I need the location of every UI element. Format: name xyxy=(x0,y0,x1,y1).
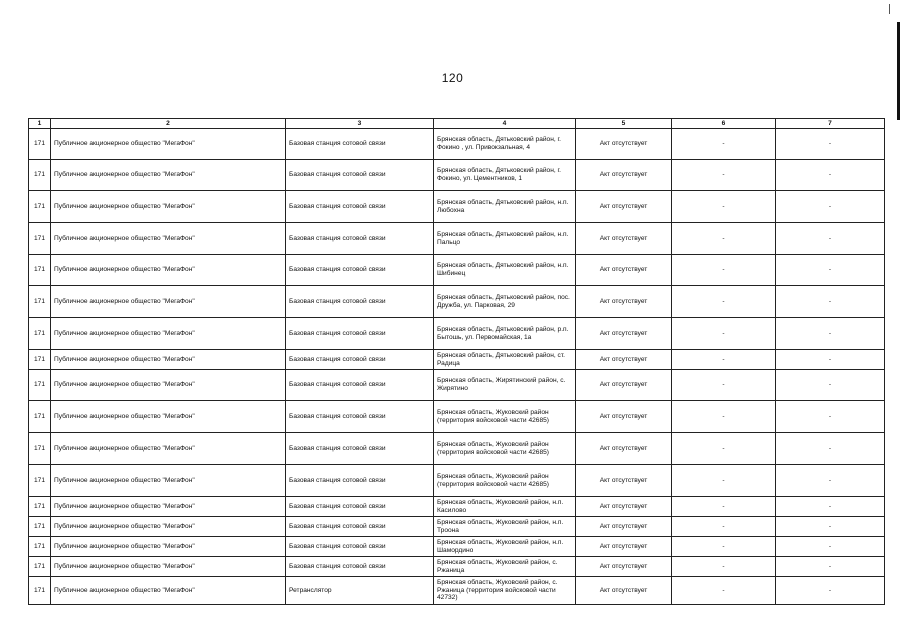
object-type: Базовая станция сотовой связи xyxy=(286,286,434,318)
column-7-value: - xyxy=(776,286,885,318)
object-type: Базовая станция сотовой связи xyxy=(286,433,434,465)
row-number: 171 xyxy=(29,497,51,517)
act-status: Акт отсутствует xyxy=(576,129,672,160)
table-row xyxy=(29,465,885,497)
row-number: 171 xyxy=(29,401,51,433)
row-number: 171 xyxy=(29,577,51,605)
object-type: Базовая станция сотовой связи xyxy=(286,557,434,577)
object-type: Базовая станция сотовой связи xyxy=(286,517,434,537)
scan-edge-line xyxy=(897,22,900,120)
organization-name: Публичное акционерное общество "МегаФон" xyxy=(51,537,286,557)
object-type: Ретранслятор xyxy=(286,577,434,605)
column-6-value: - xyxy=(672,318,776,350)
object-address: Брянская область, Жуковский район, н.п. Троона xyxy=(434,517,576,537)
row-number: 171 xyxy=(29,255,51,286)
object-address: Брянская область, Дятьковский район, г. Фокино , ул. Привокзальная, 4 xyxy=(434,129,576,160)
table-row xyxy=(29,255,885,286)
row-number: 171 xyxy=(29,191,51,223)
row-number: 171 xyxy=(29,433,51,465)
column-7-value: - xyxy=(776,465,885,497)
column-header: 4 xyxy=(434,119,576,129)
object-type: Базовая станция сотовой связи xyxy=(286,223,434,255)
column-6-value: - xyxy=(672,223,776,255)
registry-table xyxy=(28,118,885,605)
table-row xyxy=(29,401,885,433)
row-number: 171 xyxy=(29,223,51,255)
table-body xyxy=(29,129,885,605)
row-number: 171 xyxy=(29,129,51,160)
object-address: Брянская область, Жуковский район, с. Ржаница xyxy=(434,557,576,577)
object-type: Базовая станция сотовой связи xyxy=(286,318,434,350)
column-header: 3 xyxy=(286,119,434,129)
act-status: Акт отсутствует xyxy=(576,370,672,401)
act-status: Акт отсутствует xyxy=(576,255,672,286)
object-address: Брянская область, Жуковский район, с. Ржаница (территория войсковой части 42732) xyxy=(434,577,576,605)
act-status: Акт отсутствует xyxy=(576,497,672,517)
organization-name: Публичное акционерное общество "МегаФон" xyxy=(51,465,286,497)
object-type: Базовая станция сотовой связи xyxy=(286,465,434,497)
object-type: Базовая станция сотовой связи xyxy=(286,160,434,191)
column-6-value: - xyxy=(672,537,776,557)
table-row xyxy=(29,160,885,191)
column-6-value: - xyxy=(672,160,776,191)
table-row xyxy=(29,433,885,465)
table-row xyxy=(29,223,885,255)
table-row xyxy=(29,557,885,577)
object-address: Брянская область, Жуковский район (территория войсковой части 42685) xyxy=(434,465,576,497)
column-6-value: - xyxy=(672,191,776,223)
row-number: 171 xyxy=(29,465,51,497)
column-6-value: - xyxy=(672,465,776,497)
row-number: 171 xyxy=(29,370,51,401)
organization-name: Публичное акционерное общество "МегаФон" xyxy=(51,557,286,577)
column-header: 6 xyxy=(672,119,776,129)
object-type: Базовая станция сотовой связи xyxy=(286,350,434,370)
act-status: Акт отсутствует xyxy=(576,160,672,191)
act-status: Акт отсутствует xyxy=(576,433,672,465)
organization-name: Публичное акционерное общество "МегаФон" xyxy=(51,286,286,318)
header-row xyxy=(29,119,885,129)
column-header: 7 xyxy=(776,119,885,129)
table-row xyxy=(29,577,885,605)
act-status: Акт отсутствует xyxy=(576,401,672,433)
organization-name: Публичное акционерное общество "МегаФон" xyxy=(51,497,286,517)
column-7-value: - xyxy=(776,318,885,350)
column-7-value: - xyxy=(776,191,885,223)
act-status: Акт отсутствует xyxy=(576,557,672,577)
organization-name: Публичное акционерное общество "МегаФон" xyxy=(51,433,286,465)
act-status: Акт отсутствует xyxy=(576,465,672,497)
column-6-value: - xyxy=(672,350,776,370)
object-type: Базовая станция сотовой связи xyxy=(286,537,434,557)
object-address: Брянская область, Жуковский район, н.п. Шамордино xyxy=(434,537,576,557)
scan-edge-tick xyxy=(889,4,890,14)
column-7-value: - xyxy=(776,401,885,433)
column-6-value: - xyxy=(672,370,776,401)
row-number: 171 xyxy=(29,537,51,557)
column-header: 5 xyxy=(576,119,672,129)
column-7-value: - xyxy=(776,517,885,537)
table-row xyxy=(29,537,885,557)
row-number: 171 xyxy=(29,350,51,370)
column-7-value: - xyxy=(776,537,885,557)
column-6-value: - xyxy=(672,497,776,517)
column-6-value: - xyxy=(672,129,776,160)
column-7-value: - xyxy=(776,370,885,401)
row-number: 171 xyxy=(29,286,51,318)
column-7-value: - xyxy=(776,160,885,191)
table-row xyxy=(29,286,885,318)
column-header: 2 xyxy=(51,119,286,129)
column-6-value: - xyxy=(672,557,776,577)
object-address: Брянская область, Жирятинский район, с. Жирятино xyxy=(434,370,576,401)
row-number: 171 xyxy=(29,318,51,350)
column-7-value: - xyxy=(776,497,885,517)
column-7-value: - xyxy=(776,223,885,255)
act-status: Акт отсутствует xyxy=(576,318,672,350)
row-number: 171 xyxy=(29,517,51,537)
object-type: Базовая станция сотовой связи xyxy=(286,401,434,433)
organization-name: Публичное акционерное общество "МегаФон" xyxy=(51,191,286,223)
act-status: Акт отсутствует xyxy=(576,577,672,605)
object-address: Брянская область, Дятьковский район, н.п. Шибинец xyxy=(434,255,576,286)
object-address: Брянская область, Дятьковский район, г. Фокино, ул. Цементников, 1 xyxy=(434,160,576,191)
object-address: Брянская область, Дятьковский район, пос. Дружба, ул. Парковая, 29 xyxy=(434,286,576,318)
act-status: Акт отсутствует xyxy=(576,223,672,255)
organization-name: Публичное акционерное общество "МегаФон" xyxy=(51,160,286,191)
object-address: Брянская область, Дятьковский район, р.п. Бытошь, ул. Первомайская, 1а xyxy=(434,318,576,350)
object-address: Брянская область, Жуковский район (территория войсковой части 42685) xyxy=(434,433,576,465)
table-row xyxy=(29,318,885,350)
column-6-value: - xyxy=(672,517,776,537)
table-row xyxy=(29,191,885,223)
object-address: Брянская область, Дятьковский район, н.п. Любохна xyxy=(434,191,576,223)
object-address: Брянская область, Дятьковский район, ст. Радица xyxy=(434,350,576,370)
page-number: 120 xyxy=(441,71,464,85)
organization-name: Публичное акционерное общество "МегаФон" xyxy=(51,370,286,401)
column-6-value: - xyxy=(672,577,776,605)
column-6-value: - xyxy=(672,286,776,318)
object-address: Брянская область, Жуковский район (территория войсковой части 42685) xyxy=(434,401,576,433)
object-address: Брянская область, Дятьковский район, н.п. Пальцо xyxy=(434,223,576,255)
act-status: Акт отсутствует xyxy=(576,537,672,557)
column-7-value: - xyxy=(776,433,885,465)
object-address: Брянская область, Жуковский район, н.п. Касилово xyxy=(434,497,576,517)
organization-name: Публичное акционерное общество "МегаФон" xyxy=(51,129,286,160)
column-7-value: - xyxy=(776,129,885,160)
column-6-value: - xyxy=(672,255,776,286)
object-type: Базовая станция сотовой связи xyxy=(286,370,434,401)
column-7-value: - xyxy=(776,557,885,577)
object-type: Базовая станция сотовой связи xyxy=(286,255,434,286)
column-6-value: - xyxy=(672,433,776,465)
organization-name: Публичное акционерное общество "МегаФон" xyxy=(51,517,286,537)
organization-name: Публичное акционерное общество "МегаФон" xyxy=(51,401,286,433)
act-status: Акт отсутствует xyxy=(576,191,672,223)
organization-name: Публичное акционерное общество "МегаФон" xyxy=(51,223,286,255)
object-type: Базовая станция сотовой связи xyxy=(286,497,434,517)
table-row xyxy=(29,350,885,370)
table-row xyxy=(29,497,885,517)
column-7-value: - xyxy=(776,255,885,286)
object-type: Базовая станция сотовой связи xyxy=(286,191,434,223)
column-7-value: - xyxy=(776,577,885,605)
object-type: Базовая станция сотовой связи xyxy=(286,129,434,160)
organization-name: Публичное акционерное общество "МегаФон" xyxy=(51,350,286,370)
column-7-value: - xyxy=(776,350,885,370)
organization-name: Публичное акционерное общество "МегаФон" xyxy=(51,255,286,286)
act-status: Акт отсутствует xyxy=(576,350,672,370)
column-6-value: - xyxy=(672,401,776,433)
table-row xyxy=(29,370,885,401)
act-status: Акт отсутствует xyxy=(576,286,672,318)
organization-name: Публичное акционерное общество "МегаФон" xyxy=(51,318,286,350)
row-number: 171 xyxy=(29,557,51,577)
act-status: Акт отсутствует xyxy=(576,517,672,537)
organization-name: Публичное акционерное общество "МегаФон" xyxy=(51,577,286,605)
table-row xyxy=(29,129,885,160)
table-row xyxy=(29,517,885,537)
row-number: 171 xyxy=(29,160,51,191)
column-header: 1 xyxy=(29,119,51,129)
